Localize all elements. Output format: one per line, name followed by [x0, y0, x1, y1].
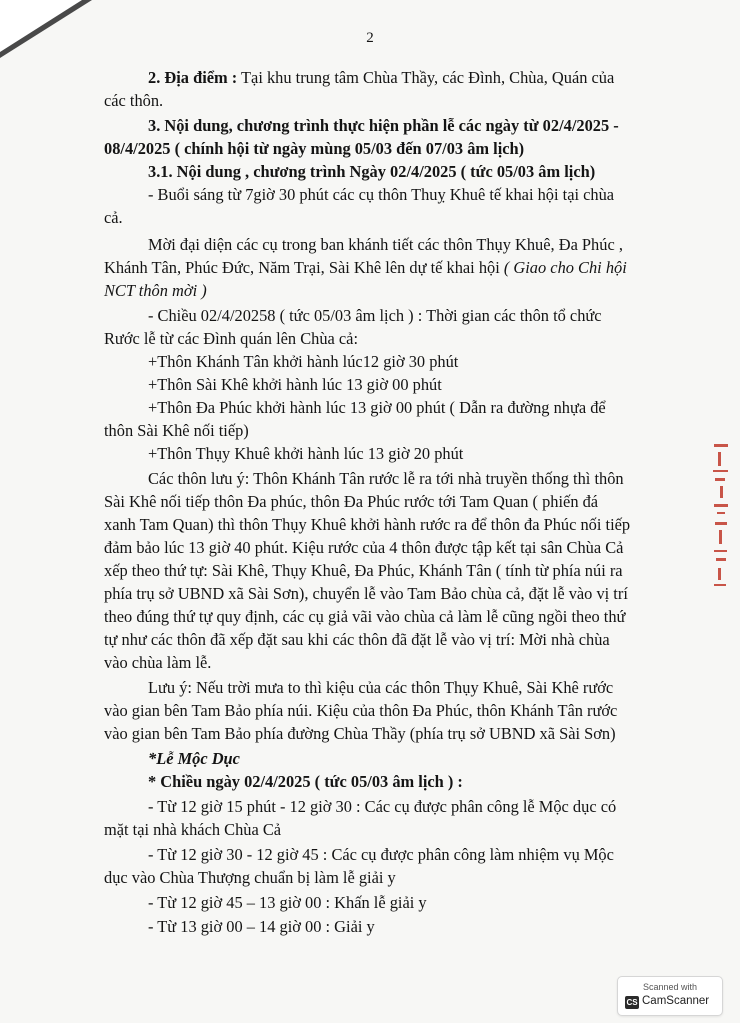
text-line: Các thôn lưu ý: Thôn Khánh Tân rước lễ ra tới nhà truyền thống thì thôn	[148, 469, 624, 488]
camscanner-brand-label: CamScanner	[642, 995, 710, 1007]
text-line: *Lễ Mộc Dục	[148, 749, 240, 768]
text-line: mặt tại nhà khách Chùa Cả	[104, 820, 282, 839]
text-line: - Từ 12 giờ 15 phút - 12 giờ 30 : Các cụ được phân công lễ Mộc dục có	[148, 797, 617, 816]
text-line-rest: Tại khu trung tâm Chùa Thầy, các Đình, Chùa, Quán của	[237, 68, 615, 87]
text-line: 08/4/2025 ( chính hội từ ngày mùng 05/03 đến 07/03 âm lịch)	[104, 139, 525, 158]
text-line: đảm bảo lúc 13 giờ 40 phút. Kiệu rước của 4 thôn được tập kết tại sân Chùa Cả	[104, 538, 624, 557]
text-line: +Thôn Sài Khê khởi hành lúc 13 giờ 00 phút	[148, 375, 442, 394]
text-line-regular-part: Khánh Tân, Phúc Đức, Năm Trại, Sài Khê lên dự tế khai hội	[104, 258, 504, 277]
text-line: +Thôn Thụy Khuê khởi hành lúc 13 giờ 20 phút	[148, 444, 464, 463]
text-line: - Từ 12 giờ 30 - 12 giờ 45 : Các cụ được phân công làm nhiệm vụ Mộc	[148, 845, 614, 864]
text-line: xếp theo thứ tự: Sài Khê, Thụy Khuê, Đa Phúc, Khánh Tân ( tính từ phía núi ra	[104, 561, 623, 580]
text-line: Lưu ý: Nếu trời mưa to thì kiệu của các thôn Thụy Khuê, Sài Khê rước	[148, 678, 614, 697]
text-line: - Buổi sáng từ 7giờ 30 phút các cụ thôn Thuỵ Khuê tế khai hội tại chùa	[148, 185, 615, 204]
text-line: tự như các thôn đã xếp đặt sau khi các thôn đã đặt lễ vào vị trí: Mời nhà chùa	[104, 630, 610, 649]
text-line: - Từ 12 giờ 45 – 13 giờ 00 : Khấn lễ giải y	[148, 893, 427, 912]
text-line: Rước lễ từ các Đình quán lên Chùa cả:	[104, 329, 358, 348]
text-line: theo đúng thứ tự quy định, các cụ giả vãi vào chùa cả làm lễ cũng ngồi theo thứ	[104, 607, 626, 626]
text-line: cả.	[104, 208, 123, 227]
text-line: 3. Nội dung, chương trình thực hiện phần lễ các ngày từ 02/4/2025 -	[148, 116, 619, 135]
text-line: thôn Sài Khê nối tiếp)	[104, 421, 249, 440]
text-line: vào gian bên Tam Bảo phía núi. Kiệu của thôn Đa Phúc, thôn Khánh Tân rước	[104, 701, 618, 720]
text-line: phía trụ sở UBND xã Sài Sơn), chuyển lễ vào Tam Bảo chùa cả, đặt lễ vào vị trí	[104, 584, 628, 603]
text-line: các thôn.	[104, 91, 164, 110]
text-line: vào chùa làm lễ.	[104, 653, 212, 672]
camscanner-badge	[617, 976, 723, 1016]
text-line: +Thôn Khánh Tân khởi hành lúc12 giờ 30 phút	[148, 352, 459, 371]
text-line: 3.1. Nội dung , chương trình Ngày 02/4/2025 ( tức 05/03 âm lịch)	[148, 162, 596, 181]
text-line: Sài Khê nối tiếp thôn Đa phúc, thôn Đa Phúc rước tới Tam Quan ( phiến đá	[104, 492, 599, 511]
text-line: - Từ 13 giờ 00 – 14 giờ 00 : Giải y	[148, 917, 375, 936]
camscanner-logo-icon: CS	[626, 998, 638, 1007]
text-line: Mời đại diện các cụ trong ban khánh tiết các thôn Thụy Khuê, Đa Phúc ,	[148, 235, 623, 254]
text-line: dục vào Chùa Thượng chuẩn bị làm lễ giải y	[104, 868, 396, 887]
page-number: 2	[366, 30, 374, 46]
scanned-with-label: Scanned with	[642, 982, 698, 992]
text-line-italic-part: ( Giao cho Chi hội	[503, 258, 627, 277]
text-line	[104, 257, 627, 279]
text-line: xanh Tam Quan) thì thôn Thụy Khuê khởi hành rước ra để thôn đa Phúc nối tiếp	[104, 515, 631, 534]
text-line: vào gian bên Tam Bảo phía đường Chùa Thầy (phía trụ sở UBND xã Sài Sơn)	[104, 724, 616, 743]
text-line: +Thôn Đa Phúc khởi hành lúc 13 giờ 00 phút ( Dẫn ra đường nhựa để	[148, 398, 606, 417]
text-line: NCT thôn mời )	[104, 281, 207, 300]
text-line: - Chiều 02/4/20258 ( tức 05/03 âm lịch ) : Thời gian các thôn tổ chức	[148, 306, 602, 325]
text-line: * Chiều ngày 02/4/2025 ( tức 05/03 âm lịch ) :	[148, 772, 463, 791]
text-line-bold-part: 2. Địa điểm :	[148, 68, 238, 87]
red-stamp-mark	[712, 440, 732, 590]
text-line	[148, 67, 614, 89]
